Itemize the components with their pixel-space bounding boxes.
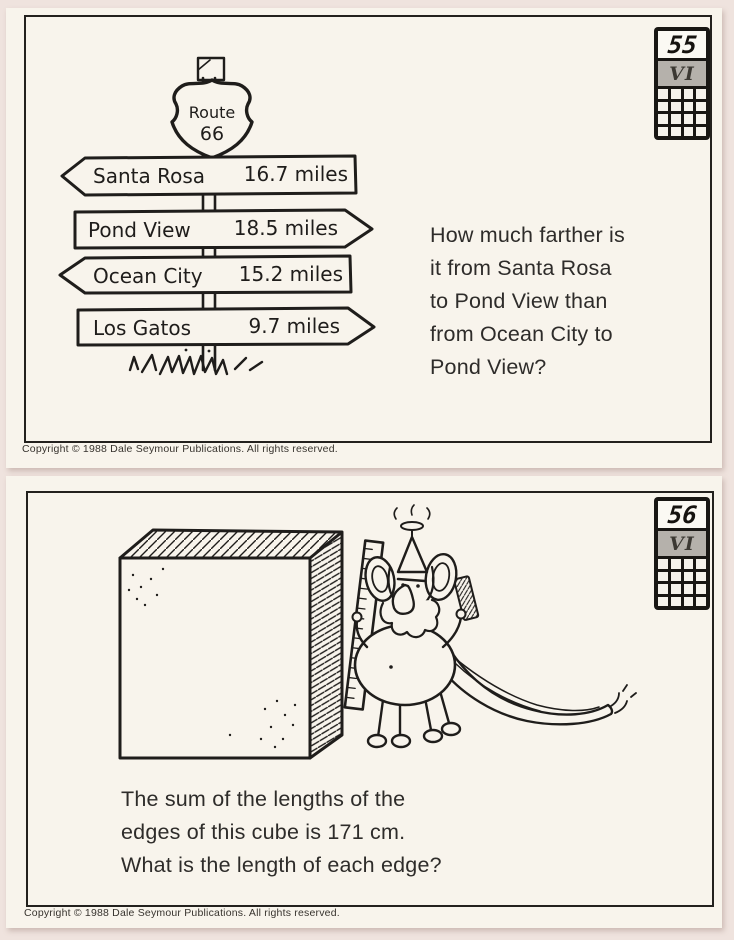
- sign-town-label: Los Gatos: [93, 316, 192, 340]
- calculator-key: [658, 102, 668, 112]
- cube-top-face: [120, 530, 342, 558]
- question-line: it from Santa Rosa: [430, 256, 612, 280]
- calculator-key: [684, 89, 694, 99]
- calculator-key: [671, 559, 681, 569]
- card-56-question: [121, 783, 541, 882]
- sign-town-label: Pond View: [88, 218, 191, 242]
- calculator-display: [658, 31, 706, 58]
- calculator-key: [658, 114, 668, 124]
- calculator-key: [671, 127, 681, 137]
- calculator-key: [671, 114, 681, 124]
- question-line: Pond View?: [430, 355, 547, 379]
- question-line: What is the length of each edge?: [121, 853, 442, 877]
- creature-beak: [393, 585, 414, 614]
- propeller-hat: [398, 537, 427, 572]
- sign-town-label: Ocean City: [93, 264, 203, 288]
- sign-distance-label: 15.2 miles: [238, 262, 343, 286]
- card-55-copyright: Copyright © 1988 Dale Seymour Publications. All rights reserved.: [22, 443, 338, 455]
- calculator-key: [696, 572, 706, 582]
- sign-pond-view: [75, 210, 372, 248]
- calculator-key: [684, 559, 694, 569]
- calculator-key: [696, 114, 706, 124]
- card-number: 56: [666, 501, 698, 528]
- sign-los-gatos: [78, 308, 374, 345]
- hoof: [424, 730, 442, 742]
- creature-hand: [457, 610, 466, 619]
- cube-front-face: [120, 558, 310, 758]
- sign-distance-label: 16.7 miles: [243, 162, 348, 186]
- calculator-key: [696, 584, 706, 594]
- calculator-key: [671, 572, 681, 582]
- creature: [353, 505, 637, 747]
- calculator-key: [684, 572, 694, 582]
- shield-number-label: 66: [199, 123, 225, 145]
- calculator-key: [658, 597, 668, 607]
- calculator-key: [671, 89, 681, 99]
- calculator-key: [671, 584, 681, 594]
- card-number: 55: [666, 31, 698, 58]
- sign-town-label: Santa Rosa: [93, 164, 205, 188]
- calculator-key: [658, 572, 668, 582]
- calculator-key: [684, 127, 694, 137]
- question-line: edges of this cube is 171 cm.: [121, 820, 406, 844]
- calculator-key: [671, 597, 681, 607]
- sign-santa-rosa: [62, 156, 356, 195]
- hoof: [442, 723, 460, 735]
- shield-route-label: Route: [188, 103, 236, 122]
- card-55-question: [430, 219, 700, 384]
- calculator-key: [696, 559, 706, 569]
- belly-dot: [389, 665, 393, 669]
- level-badge: [658, 531, 706, 556]
- calculator-key: [684, 584, 694, 594]
- cube: [120, 530, 342, 758]
- calculator-keypad: [658, 89, 706, 136]
- grass-tuft: [130, 349, 262, 374]
- calculator-key: [696, 89, 706, 99]
- question-line: How much farther is: [430, 223, 625, 247]
- level-label: VI: [669, 532, 695, 555]
- calculator-key: [696, 102, 706, 112]
- level-label: VI: [669, 62, 695, 85]
- card-56-copyright: Copyright © 1988 Dale Seymour Publications. All rights reserved.: [24, 907, 340, 919]
- question-line: The sum of the lengths of the: [121, 787, 406, 811]
- sign-distance-label: 9.7 miles: [248, 314, 340, 338]
- cube-illustration: [85, 495, 645, 790]
- question-line: to Pond View than: [430, 289, 608, 313]
- motion-arcs: [394, 505, 430, 519]
- creature-hand: [353, 613, 362, 622]
- tail-tip-wisps: [611, 685, 636, 713]
- calculator-icon: [654, 27, 710, 140]
- creature-body: [355, 625, 455, 705]
- calculator-key: [684, 597, 694, 607]
- calculator-key: [658, 559, 668, 569]
- route-66-shield: [172, 80, 252, 158]
- sign-ocean-city: [60, 256, 351, 293]
- signpost-illustration: [38, 52, 390, 402]
- calculator-key: [696, 597, 706, 607]
- sign-distance-label: 18.5 miles: [233, 216, 338, 240]
- calculator-key: [671, 102, 681, 112]
- creature-ear-right: [422, 552, 460, 603]
- creature-eye: [416, 584, 420, 588]
- cube-right-face: [310, 532, 342, 758]
- question-line: from Ocean City to: [430, 322, 613, 346]
- calculator-key: [684, 102, 694, 112]
- calculator-key: [658, 127, 668, 137]
- hoof: [392, 735, 410, 747]
- calculator-key: [684, 114, 694, 124]
- creature-brow: [398, 579, 425, 581]
- calculator-key: [658, 584, 668, 594]
- calculator-display: [658, 501, 706, 528]
- calculator-key: [658, 89, 668, 99]
- level-badge: [658, 61, 706, 86]
- calculator-icon: [654, 497, 710, 610]
- hoof: [368, 735, 386, 747]
- propeller: [401, 522, 423, 530]
- calculator-key: [696, 127, 706, 137]
- calculator-keypad: [658, 559, 706, 606]
- creature-tail: [439, 650, 612, 724]
